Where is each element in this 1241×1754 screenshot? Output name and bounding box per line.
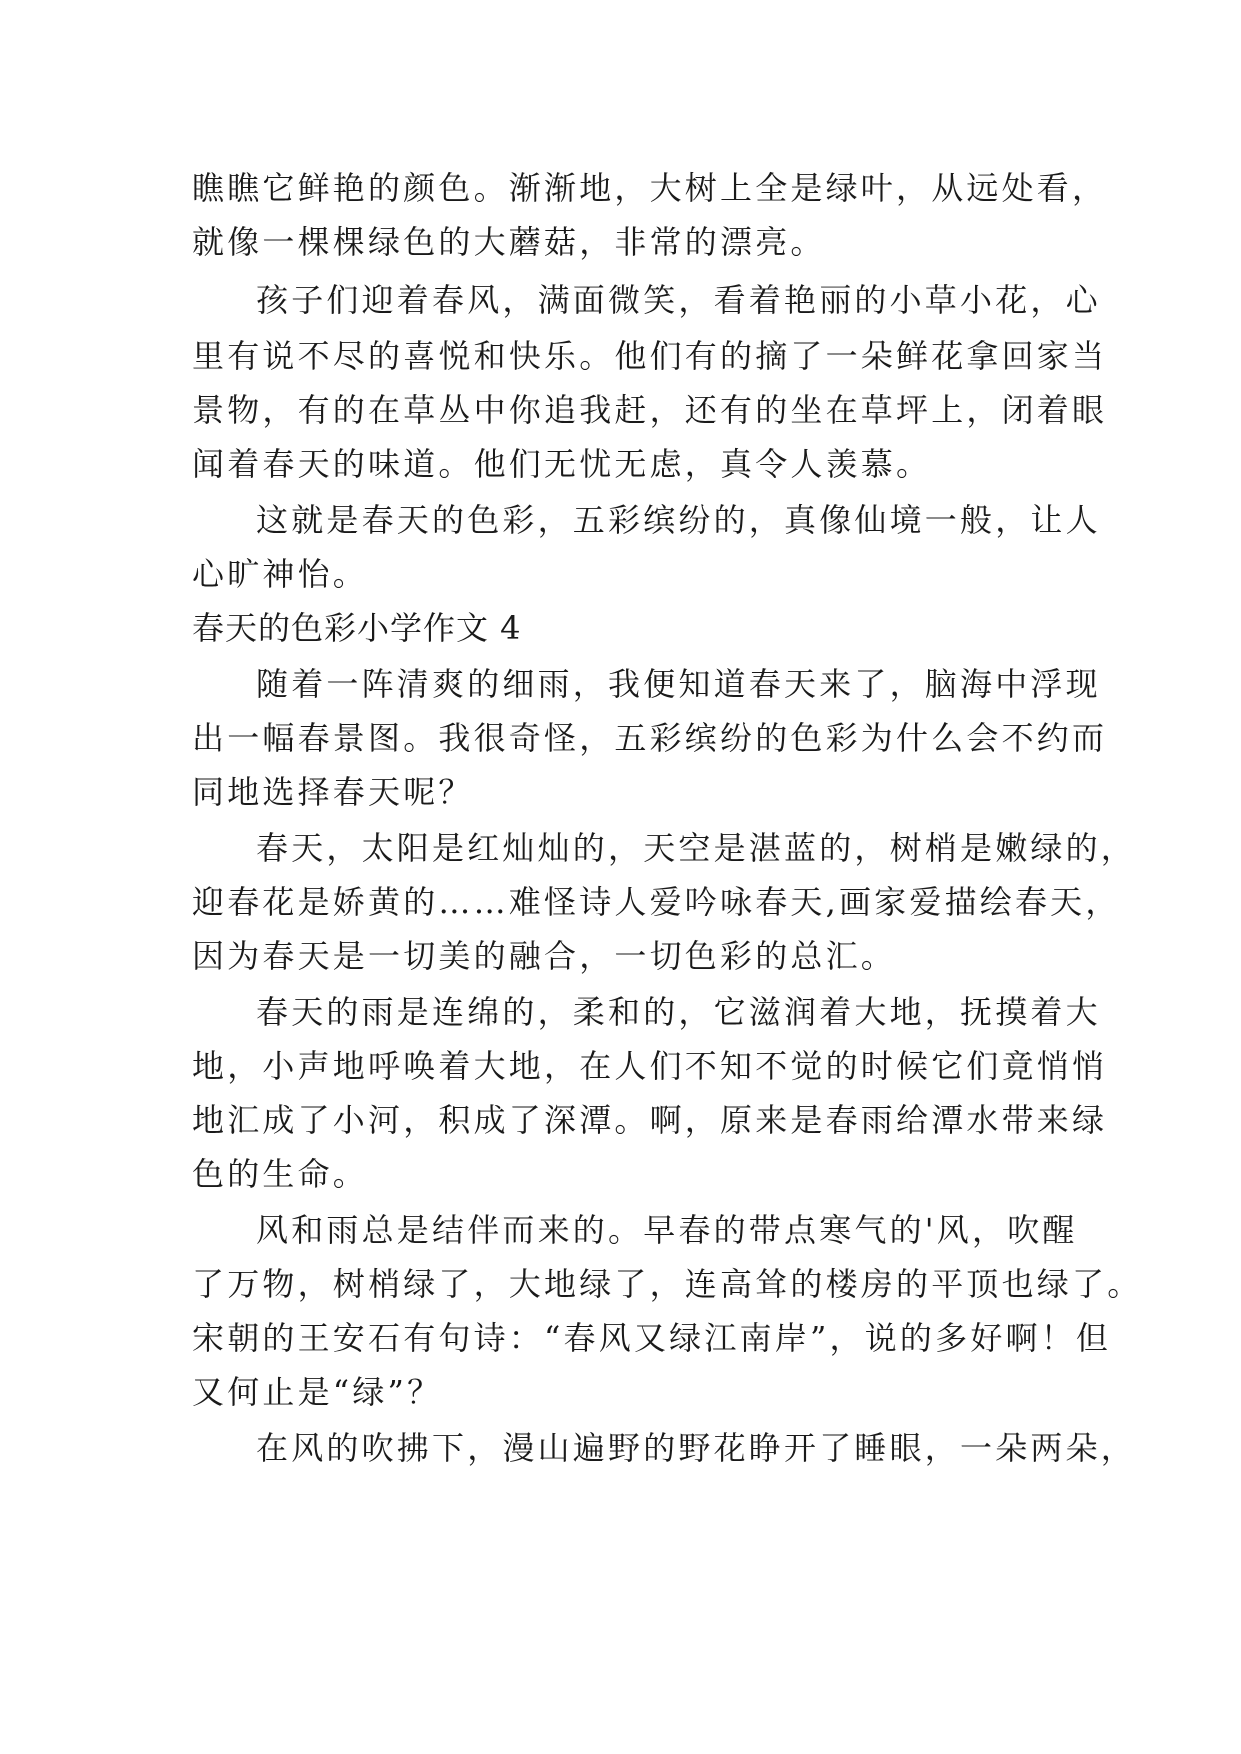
text-line: 瞧瞧它鲜艳的颜色。渐渐地，大树上全是绿叶，从远处看， (192, 169, 1108, 207)
text-line: 里有说不尽的喜悦和快乐。他们有的摘了一朵鲜花拿回家当 (192, 337, 1108, 375)
text-line: 景物，有的在草丛中你追我赶，还有的坐在草坪上，闭着眼 (192, 391, 1108, 429)
text-line: 地，小声地呼唤着大地，在人们不知不觉的时候它们竟悄悄 (192, 1047, 1108, 1085)
paragraph-start-line: 随着一阵清爽的细雨，我便知道春天来了，脑海中浮现 (256, 665, 1101, 703)
text-line: 色的生命。 (192, 1155, 369, 1193)
text-line: 同地选择春天呢？ (192, 773, 474, 811)
section-heading: 春天的色彩小学作文 4 (192, 609, 522, 647)
paragraph-start-line: 风和雨总是结伴而来的。早春的带点寒气的'风，吹醒 (256, 1211, 1078, 1249)
text-line: 因为春天是一切美的融合，一切色彩的总汇。 (192, 937, 897, 975)
text-line: 心旷神怡。 (192, 555, 369, 593)
paragraph-start-line: 春天的雨是连绵的，柔和的，它滋润着大地，抚摸着大 (256, 993, 1101, 1031)
text-line: 就像一棵棵绿色的大蘑菇，非常的漂亮。 (192, 223, 826, 261)
paragraph-start-line: 孩子们迎着春风，满面微笑，看着艳丽的小草小花，心 (256, 281, 1101, 319)
text-line: 地汇成了小河，积成了深潭。啊，原来是春雨给潭水带来绿 (192, 1101, 1108, 1139)
text-line: 了万物，树梢绿了，大地绿了，连高耸的楼房的平顶也绿了。 (192, 1265, 1143, 1303)
text-line: 迎春花是娇黄的……难怪诗人爱吟咏春天,画家爱描绘春天， (192, 883, 1121, 921)
text-line: 宋朝的王安石有句诗：“春风又绿江南岸”，说的多好啊！但 (192, 1319, 1112, 1357)
paragraph-start-line: 春天，太阳是红灿灿的，天空是湛蓝的，树梢是嫩绿的， (256, 829, 1137, 867)
text-line: 闻着春天的味道。他们无忧无虑，真令人羡慕。 (192, 445, 932, 483)
paragraph-start-line: 在风的吹拂下，漫山遍野的野花睁开了睡眼，一朵两朵， (256, 1429, 1137, 1467)
text-line: 又何止是“绿”？ (192, 1373, 443, 1411)
paragraph-start-line: 这就是春天的色彩，五彩缤纷的，真像仙境一般，让人 (256, 501, 1101, 539)
text-line: 出一幅春景图。我很奇怪，五彩缤纷的色彩为什么会不约而 (192, 719, 1108, 757)
